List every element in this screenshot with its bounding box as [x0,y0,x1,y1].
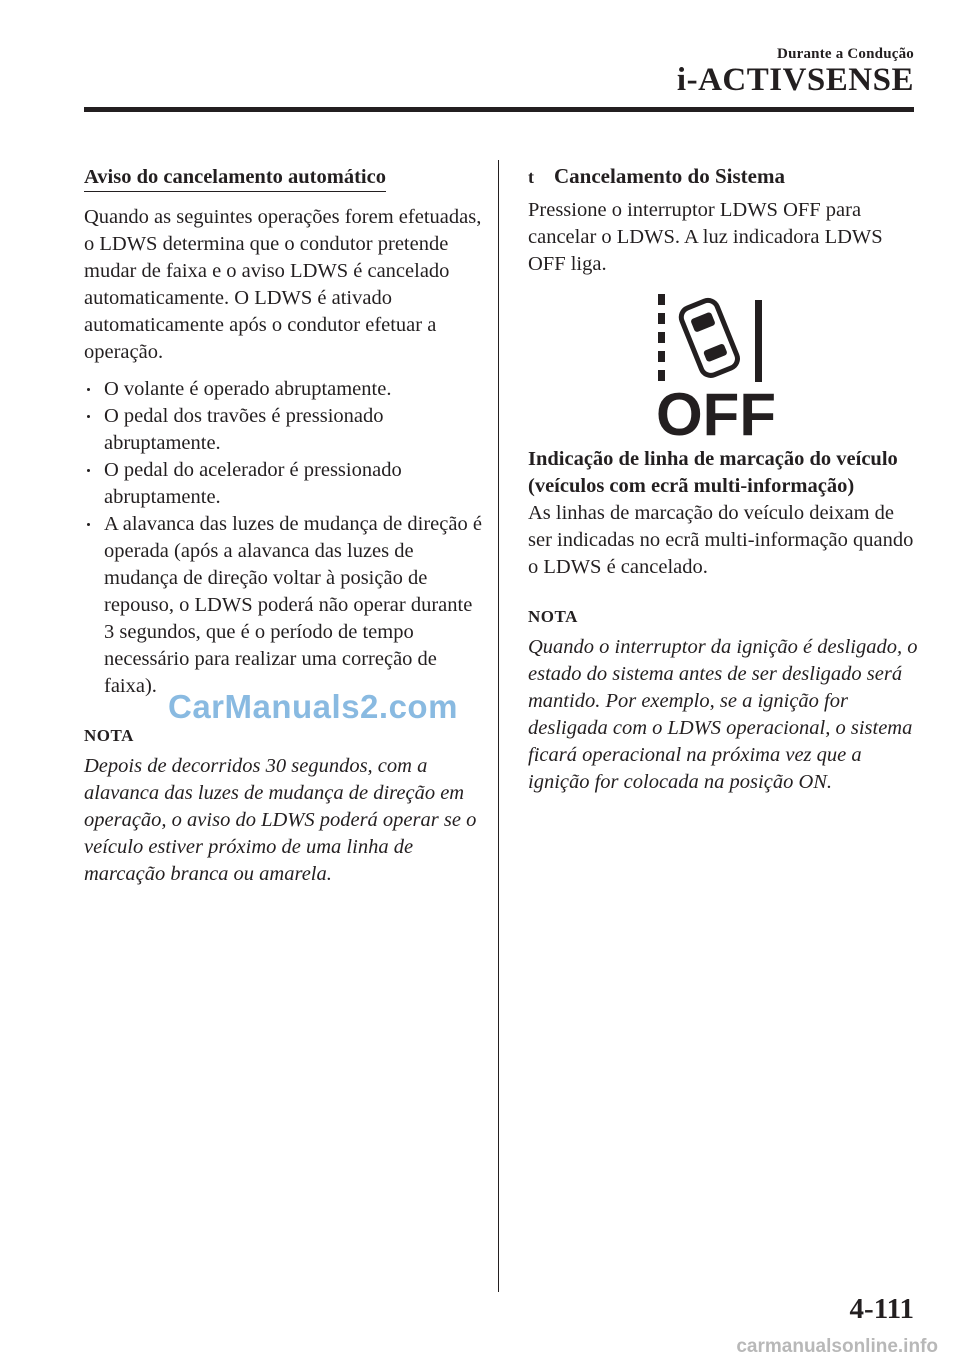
left-column [84,164,484,888]
body-paragraph: As linhas de marcação do veículo deixam de ser indicadas no ecrã multi-informação quando o LDWS é cancelado. [528,502,914,578]
list-item: O pedal do acelerador é pressionado abruptamente. [84,457,484,511]
subhead-auto-cancel: Aviso do cancelamento automático [84,165,386,192]
footer-site-mark: carmanualsonline.info [736,1336,938,1357]
note-label: NOTA [528,607,578,626]
note-text: Quando o interruptor da ignição é desligado, o estado do sistema antes de ser desligado será mantido. Por exemplo, se a ignição for desligada com o LDWS operacional, o sistema ficará operacional na próxima vez que a ignição for colocada na posição ON. [528,636,918,793]
right-column [528,164,920,796]
header-title: i-ACTIVSENSE [676,62,914,98]
bold-heading: Indicação de linha de marcação do veículo (veículos com ecrã multi-informação) [528,448,898,497]
section-title: Cancelamento do Sistema [554,164,785,188]
bullet-dot-icon [87,388,90,391]
bullet-dot-icon [87,415,90,418]
section-heading [528,164,920,189]
intro-paragraph: Quando as seguintes operações forem efetuadas, o LDWS determina que o condutor pretende mudar de faixa e o aviso LDWS é cancelado automaticamente. O LDWS é ativado automaticamente após o condutor efetuar a operação. [84,206,482,363]
bullet-dot-icon [87,523,90,526]
section-body: Pressione o interruptor LDWS OFF para cancelar o LDWS. A luz indicadora LDWS OFF liga. [528,199,883,275]
bullet-dot-icon [87,469,90,472]
watermark-text: CarManuals2.com [168,688,458,725]
page-number: 4-111 [849,1293,914,1325]
off-label: OFF [656,381,776,438]
note-label: NOTA [84,726,134,745]
list-item: O pedal dos travões é pressionado abruptamente. [84,403,484,457]
list-item: O volante é operado abruptamente. [84,376,484,403]
column-divider [498,160,499,1292]
bullet-list [84,376,484,700]
header-section-label: Durante a Condução [777,46,914,62]
list-item: A alavanca das luzes de mudança de direção é operada (após a alavanca das luzes de mudança de direção voltar à posição de repouso, o LDWS poderá não operar durante 3 segundos, que é o período de tempo necessário para realizar uma correção de faixa). [84,511,484,700]
ldws-off-indicator-icon [652,292,782,438]
note-text: Depois de decorridos 30 segundos, com a alavanca das luzes de mudança de direção em operação, o aviso do LDWS poderá operar se o veículo estiver próximo de uma linha de marcação branca ou amarela. [84,755,477,885]
header-rule [84,107,914,112]
section-marker: t [528,167,534,187]
